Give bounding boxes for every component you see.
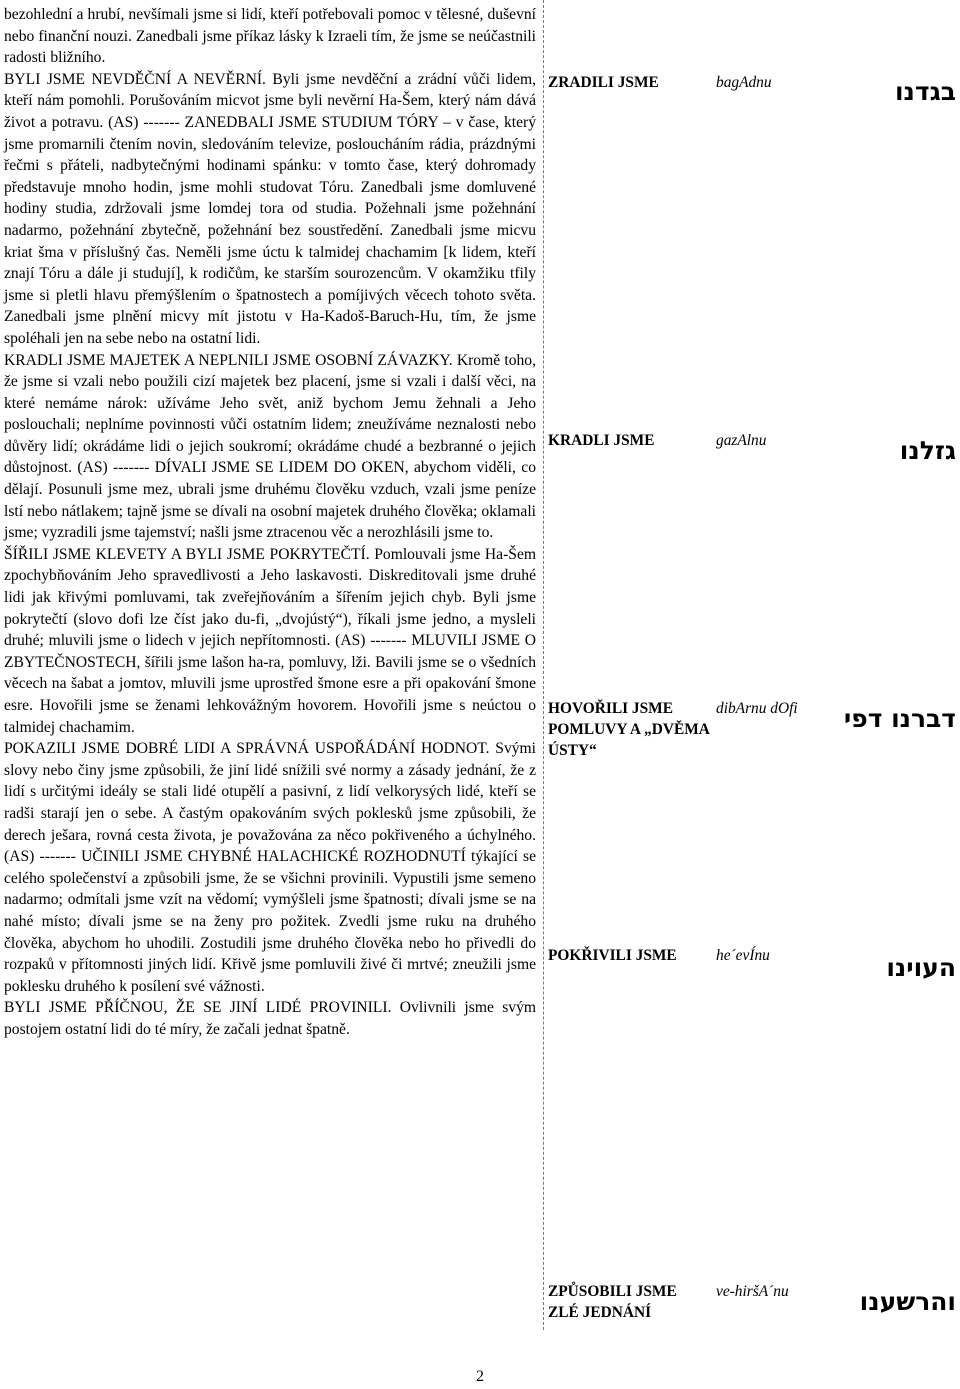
paragraph: KRADLI JSME MAJETEK A NEPLNILI JSME OSOBNÍ ZÁVAZKY. Kromě toho, že jsme si vzali nebo použili cizí majetek bez placení, jsme si vzali i další věci, na které nemáme nárok: užíváme Jeho svět, aniž bychom Jemu žehnali a Jeho poslouchali; neplníme povinnosti vůči ostatním lidem; zneužíváme neznalosti nebo důvěry lidí; okrádáme lidi o jejich soukromí; okrádáme chudé a bezbranné o jejich důstojnost. (AS) ------- DÍVALI JSME SE LIDEM DO OKEN, abychom viděli, co dělají. Posunuli jsme mez, ubrali jsme druhému člověku vzduch, vzali jsme peníze lstí nebo nátlakem; tajně jsme se dívali na osobní majetek druhého člověka; oklamali jsme; vyzradili jsme tajemství; našli jsme ztracenou věc a nerozhlásili jsme to. <box>4 351 536 542</box>
glossary-term: KRADLI JSME <box>548 432 655 449</box>
glossary-term: HOVOŘILI JSME POMLUVY A „DVĚMA ÚSTY“ <box>548 700 710 759</box>
glossary-term: ZRADILI JSME <box>548 74 659 91</box>
paragraph: POKAZILI JSME DOBRÉ LIDI A SPRÁVNÁ USPOŘÁDÁNÍ HODNOT. Svými slovy nebo činy jsme způsobili, že jiní lidé snížili své normy a zásady jednání, že z lidí s určitými ideály se stali lidé otupělí a pasivní, z lidí velkorysých lidé, kteří se radši starají jen o sebe. A častým opakováním svých poklesků jsme způsobili, že derech ješara, rovná cesta života, je považována za něco pokřiveného a úchylného. (AS) ------- UČINILI JSME CHYBNÉ HALACHICKÉ ROZHODNUTÍ týkající se celého společenství a způsobili jsme, že se všichni provinili. Vypustili jsme semeno nadarmo; odmítali jsme vzít na vědomí; vymýšleli jsme špatnosti; dívali jsme se na nahé místo; dívali jsme se na ženy pro požitek. Zvedli jsme ruku na druhého člověka, abychom ho uhodili. Zostudili jsme druhého člověka nebo ho přivedli do rozpaků v přítomnosti jiných lidí. Křivě jsme pomluvili živé či mrtvé; zneužili jsme poklesku druhého k posílení své vážnosti. <box>4 740 536 995</box>
main-text-column <box>4 4 536 1041</box>
paragraph: BYLI JSME NEVDĚČNÍ A NEVĚRNÍ. Byli jsme nevděční a zrádní vůči lidem, kteří nám pomohli. Porušováním micvot jsme byli nevěrní Ha-Šem, který nám dává život a potravu. (AS) ------- ZANEDBALI JSME STUDIUM TÓRY – v čase, který jsme promarnili čtením novin, sledováním televize, posloucháním rádia, prázdnými řečmi s přáteli, nadbytečnými hodinami spánku: v tomto čase, který dohromady představuje mnoho hodin, jsme mohli studovat Tóru. Zanedbali jsme domluvené hodiny studia, zdržovali jsme lomdej tora od studia. Požehnali jsme požehnání nadarmo, požehnání zbytečně, požehnání bez soustředění. Zanedbali jsme micvu kriat šma v příslušný čas. Neměli jsme úctu k talmidej chachamim [k lidem, kteří znají Tóru a dále ji studují], k rodičům, ke starším sourozencům. V okamžiku tfily jsme si pletli hlavu přemýšlením o špatnostech a pomíjivých věcech tohoto světa. Zanedbali jsme plnění micvy mít jistotu v Ha-Kadoš-Baruch-Hu, tím, že jsme spoléhali jen na sebe nebo na ostatní lidi. <box>4 70 536 347</box>
glossary-hebrew: גזלנו <box>899 436 956 465</box>
paragraph: bezohlední a hrubí, nevšímali jsme si lidí, kteří potřebovali pomoc v tělesné, duševní nebo finanční nouzi. Zanedbali jsme příkaz lásky k Izraeli tím, že jsme se neúčastnili radosti bližního. <box>4 6 536 67</box>
glossary-hebrew: בגדנו <box>894 77 956 106</box>
paragraph: ŠÍŘILI JSME KLEVETY A BYLI JSME POKRYTEČTÍ. Pomlouvali jsme Ha-Šem zpochybňováním Jeho spravedlivosti a Jeho laskavosti. Diskreditovali jsme druhé lidi jak křivými pomluvami, tak zveřejňováním a šířením jejich chyb. Byli jsme pokrytečtí (slovo dofi lze číst jako du-fi, „dvojústý“), říkali jsme jedno, a mysleli druhé; mluvili jsme o lidech v jejich nepřítomnosti. (AS) ------- MLUVILI JSME O ZBYTEČNOSTECH, šířili jsme lašon ha-ra, pomluvy, lži. Bavili jsme se o všedních věcech na šabat a jomtov, mluvili jsme uprostřed šmone esre a při opakování šmone esre. Hovořili jsme se ženami lehkovážným hovorem. Hovořili jsme s neúctou o talmidej chachamim. <box>4 545 536 736</box>
glossary-transliteration: dibArnu dOfi <box>716 700 798 717</box>
glossary-transliteration: bagAdnu <box>716 74 772 91</box>
glossary-hebrew: העוינו <box>886 953 956 982</box>
glossary-term: ZPŮSOBILI JSME ZLÉ JEDNÁNÍ <box>548 1283 677 1321</box>
glossary-transliteration: ve-hiršA´nu <box>716 1283 789 1300</box>
glossary-hebrew: והרשענו <box>859 1287 956 1316</box>
paragraph: BYLI JSME PŘÍČNOU, ŽE SE JINÍ LIDÉ PROVINILI. Ovlivnili jsme svým postojem ostatní lidi do té míry, že začali jednat špatně. <box>4 999 536 1038</box>
glossary-hebrew: דברנו דפי <box>843 704 956 733</box>
page-number: 2 <box>476 1368 484 1385</box>
glossary-term: POKŘIVILI JSME <box>548 947 677 964</box>
column-divider <box>543 0 544 1330</box>
glossary-transliteration: he´evÍnu <box>716 947 770 964</box>
glossary-transliteration: gazAlnu <box>716 432 767 449</box>
